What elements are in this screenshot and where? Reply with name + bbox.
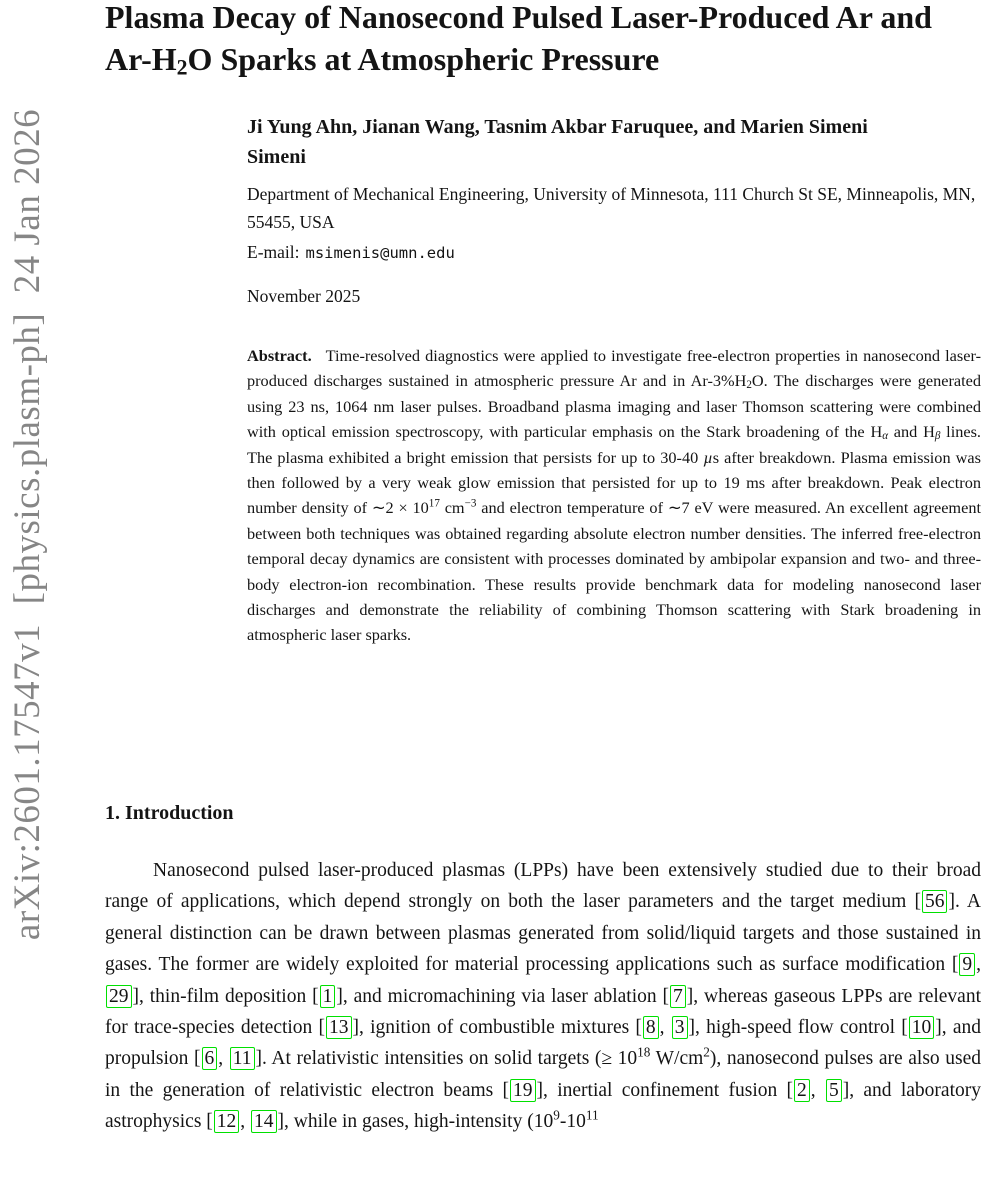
citation-ref-11[interactable]: 11	[230, 1047, 255, 1070]
citation-ref-3[interactable]: 3	[672, 1016, 688, 1039]
arxiv-watermark: arXiv:2601.17547v1 [physics.plasm-ph] 24 Jan 2026	[7, 108, 48, 941]
email-line	[247, 242, 455, 263]
citation-ref-19[interactable]: 19	[510, 1079, 536, 1102]
citation-ref-8[interactable]: 8	[643, 1016, 659, 1039]
citation-ref-6[interactable]: 6	[202, 1047, 218, 1070]
citation-ref-10[interactable]: 10	[909, 1016, 935, 1039]
abstract-label: Abstract.	[247, 346, 312, 365]
email-label: E-mail:	[247, 242, 300, 262]
citation-ref-5[interactable]: 5	[826, 1079, 842, 1102]
citation-ref-14[interactable]: 14	[251, 1110, 277, 1133]
citation-ref-7[interactable]: 7	[670, 985, 686, 1008]
citation-ref-29[interactable]: 29	[106, 985, 132, 1008]
introduction-paragraph: Nanosecond pulsed laser-produced plasmas (LPPs) have been extensively studied due to their broad range of applications, which depend strongly on both the laser parameters and the target medium [ 56 ]. A general distinction can be drawn between plasmas generated from solid/liquid targets and those sustained in gases. The former are widely exploited for material processing applications such as surface modification [ 9 , 29 ], thin-film deposition [ 1 ], and micromachining via laser ablation [ 7 ], whereas gaseous LPPs are relevant for trace-species detection [ 13 ], ignition of combustible mixtures [ 8 , 3 ], high-speed flow control [ 10 ], and propulsion [ 6 , 11 ]. At relativistic intensities on solid targets (≥ $10^{18}$ $W/cm^2$), nanosecond pulses are also used in the generation of relativistic electron beams [ 19 ], inertial confinement fusion [ 2 , 5 ], and laboratory astrophysics [ 12 , 14 ], while in gases, high-intensity ($10^9-10^{11}$	[105, 860, 982, 1133]
citation-ref-1[interactable]: 1	[320, 985, 336, 1008]
section-heading-introduction: 1. Introduction	[105, 802, 234, 824]
citation-ref-13[interactable]: 13	[326, 1016, 352, 1039]
paper-affiliation: Department of Mechanical Engineering, University of Minnesota, 111 Church St SE, Minneapolis, MN, 55455, USA	[247, 184, 976, 232]
citation-ref-12[interactable]: 12	[214, 1110, 240, 1133]
paper-title: Plasma Decay of Nanosecond Pulsed Laser-Produced Ar and $Ar-H_2O$ Sparks at Atmospheric Pressure	[105, 0, 932, 80]
citation-ref-2[interactable]: 2	[794, 1079, 810, 1102]
abstract-block	[247, 343, 981, 727]
paper-date: November 2025	[247, 286, 361, 306]
email-address[interactable]: msimenis@umn.edu	[305, 244, 455, 262]
paper-authors: Ji Yung Ahn, Jianan Wang, Tasnim Akbar Faruquee, and Marien Simeni Simeni	[247, 116, 868, 168]
abstract-text: Time-resolved diagnostics were applied to investigate free-electron properties in nanosecond laser-produced discharges sustained in atmospheric pressure Ar and in $Ar-3\%H_2O$. The discharges were generated using 23 ns, 1064 nm laser pulses. Broadband plasma imaging and laser Thomson scattering were combined with optical emission spectroscopy, with particular emphasis on the Stark broadening of the $H_\alpha$ and $H_\beta$ lines. The plasma exhibited a bright emission that persists for up to 30-40 µs after breakdown. Plasma emission was then followed by a very weak glow emission that persisted for up to 19 ms after breakdown. Peak electron number density of ∼2 × $10^{17}$ $cm^{-3}$ and electron temperature of ∼7 eV were measured. An excellent agreement between both techniques was obtained regarding absolute electron number densities. The inferred free-electron temporal decay dynamics are consistent with processes dominated by ambipolar expansion and two- and three-body electron-ion recombination. These results provide benchmark data for modeling nanosecond laser discharges and demonstrate the reliability of combining Thomson scattering with Stark broadening in atmospheric laser sparks.	[247, 346, 981, 645]
citation-ref-9[interactable]: 9	[959, 953, 975, 976]
citation-ref-56[interactable]: 56	[922, 890, 948, 913]
